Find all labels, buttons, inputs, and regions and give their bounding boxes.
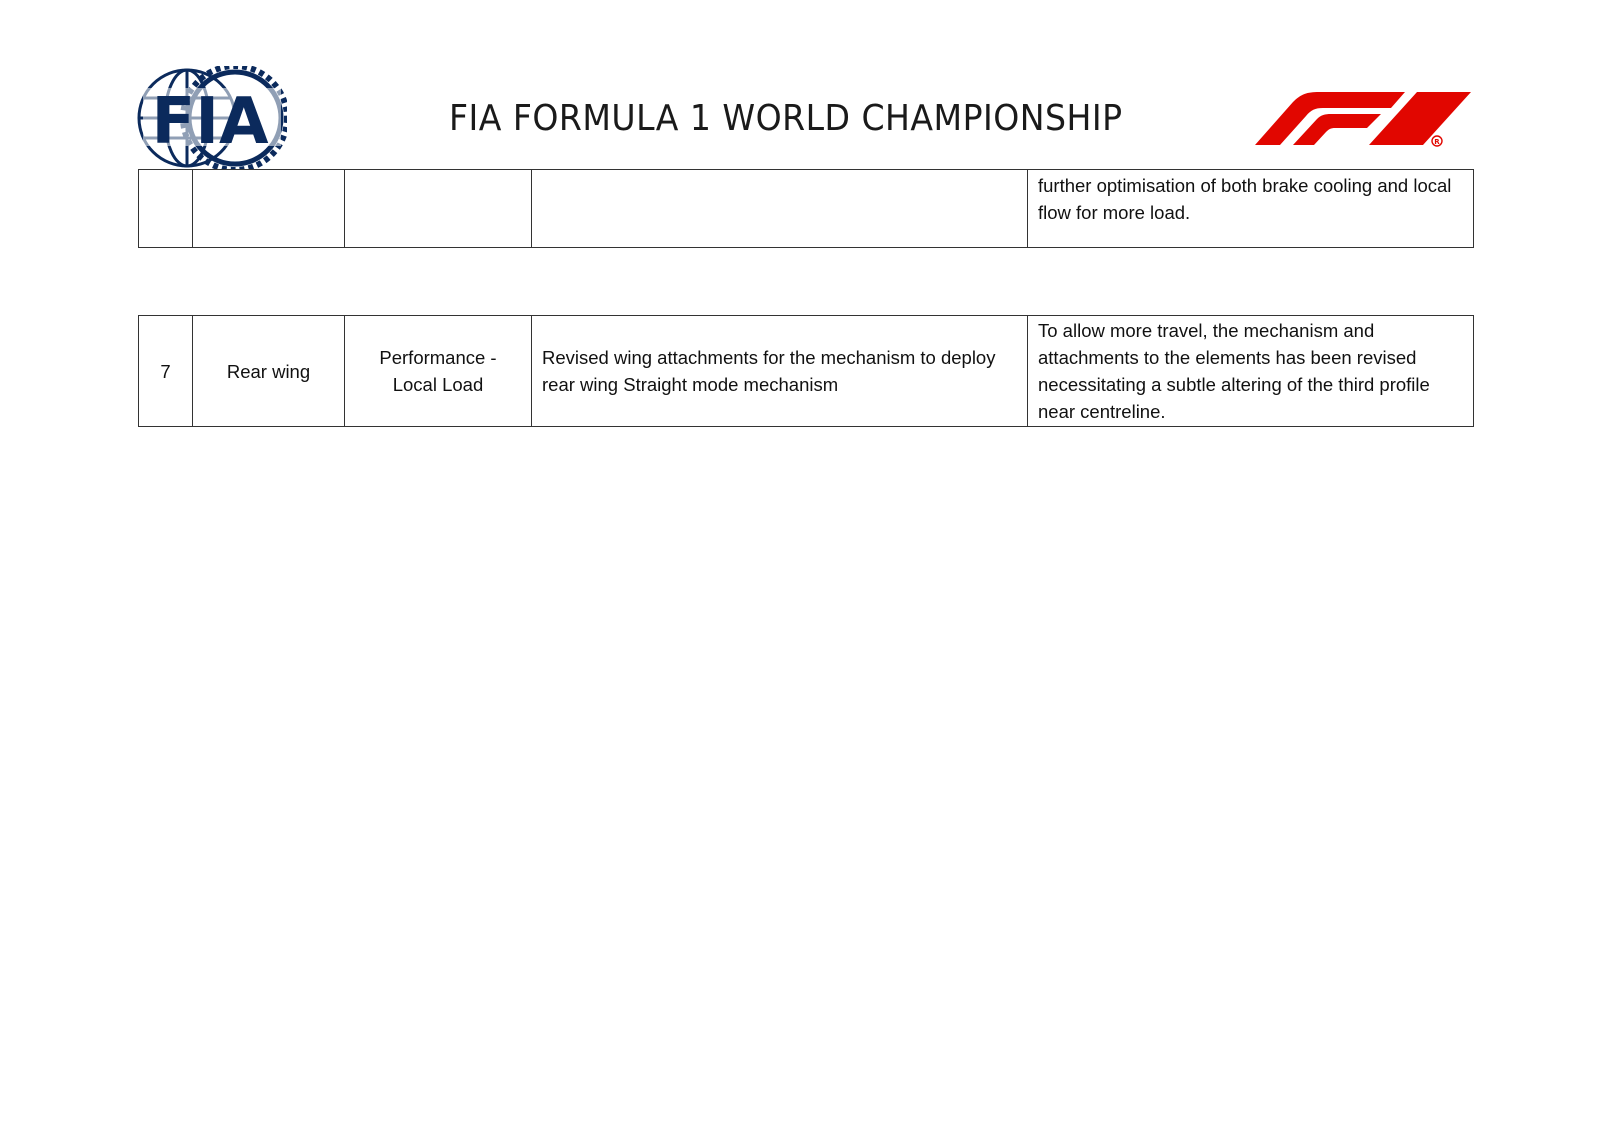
fia-logo-icon	[137, 66, 287, 170]
item-number-cell	[139, 170, 193, 248]
description-cell	[532, 170, 1028, 248]
update-table	[138, 315, 1474, 427]
item-number-cell: 7	[139, 316, 193, 427]
category-cell	[345, 170, 532, 248]
update-table-continued	[138, 169, 1474, 248]
f1-logo-icon	[1255, 90, 1471, 148]
table-row	[139, 316, 1474, 427]
page-title: FIA FORMULA 1 WORLD CHAMPIONSHIP	[449, 98, 1123, 139]
component-cell	[193, 170, 345, 248]
category-cell	[345, 316, 532, 427]
reason-cell: further optimisation of both brake cooling and local flow for more load.	[1028, 170, 1474, 248]
svg-text:FIA: FIA	[151, 85, 269, 159]
svg-text:R: R	[1434, 138, 1440, 146]
table-row	[139, 170, 1474, 248]
category-text: Performance - Local Load	[379, 347, 497, 395]
reason-cell: To allow more travel, the mechanism and attachments to the elements has been revised necessitating a subtle altering of the third profile near centreline.	[1028, 316, 1474, 427]
component-cell: Rear wing	[193, 316, 345, 427]
description-cell: Revised wing attachments for the mechanism to deploy rear wing Straight mode mechanism	[532, 316, 1028, 427]
page-header	[0, 0, 1600, 170]
